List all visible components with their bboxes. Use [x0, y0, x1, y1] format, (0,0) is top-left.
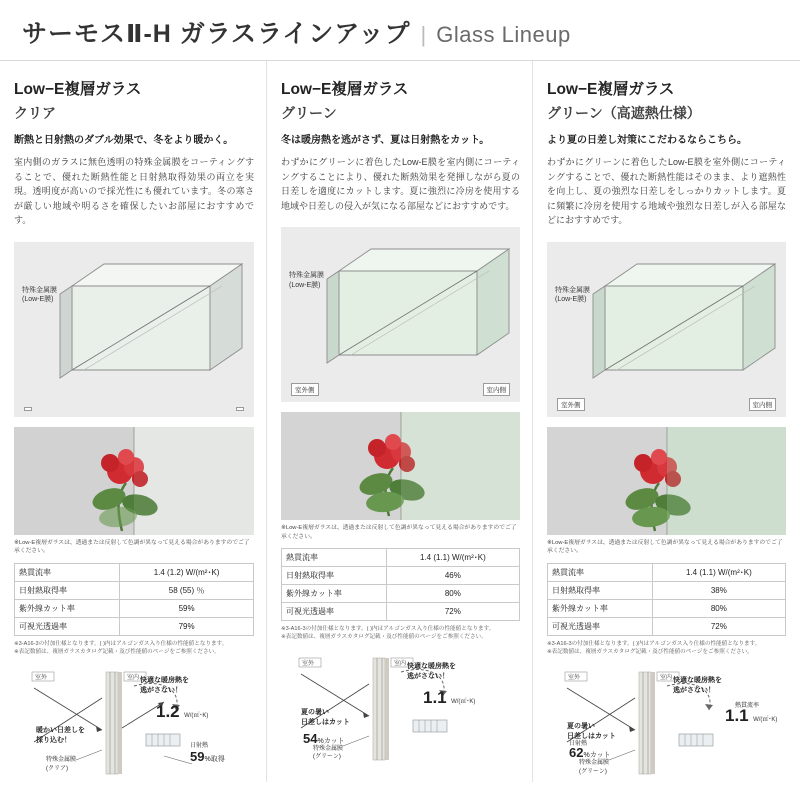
spec-key: 熱貫流率: [548, 563, 653, 581]
glass-callout-label: 特殊金属膜 (Low-E膜): [555, 286, 590, 304]
svg-text:室内: 室内: [660, 675, 673, 682]
perf-headline-2: 逃がさない！: [673, 687, 715, 695]
footnote: ※3-A16-3の付加仕様となります。( )内はアルゴンガス入り仕様の性能値となります。: [547, 640, 761, 647]
spec-value: 72%: [386, 603, 519, 621]
spec-value: 72%: [652, 617, 785, 635]
photo-note: ※Low-E複層ガラスは、透過または反射して色調が異なって見える場合がありますのでご了承ください。: [547, 539, 783, 555]
spec-key: 紫外線カット率: [548, 599, 653, 617]
photo-note: ※Low-E複層ガラスは、透過または反射して色調が異なって見える場合がありますのでご了承ください。: [281, 525, 517, 540]
column-heading-block: [547, 61, 786, 123]
product-name: Low−E複層ガラス: [281, 81, 409, 98]
performance-diagram: [281, 650, 520, 768]
spec-key: 可視光透過率: [548, 617, 653, 635]
spec-value: 1.4 (1.1) W/(m²･K): [652, 563, 785, 581]
footnote: ※表記数値は、複層ガラスカタログ記載・及び性能値のページをご参照ください。: [281, 634, 487, 641]
photo-note: ※Low-E複層ガラスは、透過または反射して色調が異なって見える場合がありますのでご了承ください。: [14, 539, 250, 555]
spec-value: 46%: [386, 567, 519, 585]
spec-value: 1.4 (1.1) W/(m²･K): [386, 549, 519, 567]
table-row: [282, 603, 520, 621]
glass-isometric-illustration: [14, 242, 254, 417]
product-name: Low−E複層ガラス: [547, 81, 675, 98]
solar-label: 日射熱: [190, 743, 209, 750]
svg-text:室外: 室外: [35, 675, 48, 682]
u-value: 1.2: [156, 702, 180, 722]
footnote: ※3-A16-3の付加仕様となります。( )内はアルゴンガス入り仕様の性能値となります。: [14, 640, 228, 647]
footnote: ※表記数値は、複層ガラスカタログ記載・及び性能値のページをご参照ください。: [14, 649, 220, 656]
footnote-block: [547, 640, 786, 657]
u-value-unit: W/(㎡･K): [451, 698, 476, 705]
spec-key: 日射熱取得率: [15, 581, 120, 599]
solar-suffix: %カット: [583, 752, 611, 760]
tag-outside: [24, 407, 32, 411]
solar-suffix: %カット: [317, 737, 345, 745]
spec-key: 紫外線カット率: [282, 585, 387, 603]
table-row: [548, 617, 786, 635]
spec-key: 可視光透過率: [282, 603, 387, 621]
u-value: 1.1: [423, 687, 447, 707]
svg-text:室内: 室内: [127, 675, 140, 682]
solar-value: 59: [190, 749, 205, 765]
title-separator: |: [420, 22, 427, 47]
product-name: Low−E複層ガラス: [14, 81, 142, 98]
svg-text:室外: 室外: [302, 660, 315, 667]
table-row: [282, 567, 520, 585]
perf-headline-2: 逃がさない！: [140, 687, 182, 695]
footnote: ※3-A16-3の付加仕様となります。( )内はアルゴンガス入り仕様の性能値となります。: [281, 626, 495, 633]
film-label-1: 特殊金属膜: [579, 760, 610, 767]
spec-key: 日射熱取得率: [548, 581, 653, 599]
product-description: わずかにグリーンに着色したLow-E膜を室内側にコーティングすることにより、優れた断熱効果を発揮しながら夏の日差しを適度にカットします。夏に強烈に冷房を使用する地域や日差しの侵入が気になる部屋などにおすすめです。: [281, 157, 520, 211]
product-variant: グリーン（高遮熱仕様）: [547, 105, 701, 121]
spec-value: 80%: [386, 585, 519, 603]
glass-isometric-illustration: [281, 227, 521, 402]
glass-isometric-illustration: [547, 242, 787, 417]
tag-outside: 室外側: [557, 398, 585, 411]
tag-inside: 室内側: [483, 383, 511, 396]
product-description: わずかにグリーンに着色したLow-E膜を室外側にコーティングすることで、優れた断熱性能はそのまま、より遮熱性を向上し、夏の強烈な日差しをしっかりカットします。夏に頻繁に冷房を使用する地域や強烈な日差しが入る部屋などにおすすめです。: [547, 157, 786, 226]
perf-headline-1: 快適な暖房熱を: [673, 677, 722, 685]
spec-table: [547, 563, 786, 636]
perf-sub-2: 日差しはカット: [567, 733, 616, 741]
u-value-unit: W/(㎡･K): [184, 713, 209, 720]
spec-value: 59%: [120, 599, 254, 617]
table-row: [548, 563, 786, 581]
footnote-block: [281, 625, 520, 642]
spec-table: [14, 563, 254, 636]
spec-value: 58 (55) ％: [120, 581, 254, 599]
solar-value: 54: [303, 730, 318, 746]
tag-outside: 室外側: [291, 383, 319, 396]
color-sample-photo: [14, 427, 254, 535]
perf-sub-1: 暖かい日差しを: [36, 727, 85, 735]
tag-inside: [236, 407, 244, 411]
page-title-english: Glass Lineup: [436, 22, 571, 47]
spec-value: 38%: [652, 581, 785, 599]
color-sample-photo: [547, 427, 786, 535]
color-sample-photo: [281, 412, 520, 520]
product-lead: より夏の日差し対策にこだわるならこちら。: [547, 135, 747, 146]
svg-text:室内: 室内: [394, 660, 407, 667]
flower-photo-illustration: [14, 427, 254, 535]
spec-key: 熱貫流率: [282, 549, 387, 567]
table-row: [282, 585, 520, 603]
product-lead: 冬は暖房熱を逃がさず、夏は日射熱をカット。: [281, 135, 490, 146]
perf-headline-1: 快適な暖房熱を: [140, 677, 189, 685]
spec-key: 紫外線カット率: [15, 599, 120, 617]
perf-sub-1: 夏の暑い: [567, 723, 595, 731]
film-label-2: (クリア): [46, 765, 68, 772]
film-label-1: 特殊金属膜: [46, 757, 77, 764]
table-row: [548, 599, 786, 617]
product-columns: [0, 61, 800, 782]
spec-value: 1.4 (1.2) W/(m²･K): [120, 563, 254, 581]
table-row: [282, 549, 520, 567]
performance-diagram: [14, 664, 254, 782]
perf-sub-2: 採り込む！: [36, 737, 71, 745]
flower-photo-illustration: [547, 427, 786, 535]
table-row: [15, 581, 254, 599]
spec-value: 79%: [120, 617, 254, 635]
glass-callout-label: 特殊金属膜 (Low-E膜): [22, 286, 57, 304]
performance-diagram: [547, 664, 786, 782]
flower-photo-illustration: [281, 412, 520, 520]
u-value-unit: W/(㎡･K): [753, 717, 778, 724]
glass-structure-diagram: [14, 242, 254, 417]
spec-key: 日射熱取得率: [282, 567, 387, 585]
glass-structure-diagram: [281, 227, 520, 402]
spec-key: 熱貫流率: [15, 563, 120, 581]
film-label-2: (グリーン): [313, 753, 341, 760]
svg-text:室外: 室外: [568, 675, 581, 682]
film-label-2: (グリーン): [579, 768, 607, 775]
perf-sub-2: 日差しはカット: [301, 718, 350, 726]
solar-suffix: %取得: [204, 756, 225, 764]
perf-sub-1: 夏の暑い: [301, 708, 329, 716]
product-lead: 断熱と日射熱のダブル効果で、冬をより暖かく。: [14, 135, 234, 146]
film-label-1: 特殊金属膜: [313, 745, 344, 752]
perf-headline-1: 快適な暖房熱を: [407, 662, 456, 670]
perf-headline-2: 逃がさない！: [407, 672, 449, 680]
product-variant: グリーン: [281, 105, 337, 121]
footnote: ※表記数値は、複層ガラスカタログ記載・及び性能値のページをご参照ください。: [547, 649, 753, 656]
table-row: [15, 563, 254, 581]
spec-table: [281, 548, 520, 621]
spec-key: 可視光透過率: [15, 617, 120, 635]
table-row: [15, 617, 254, 635]
product-column-green: [266, 61, 532, 782]
column-heading-block: [14, 61, 254, 123]
column-heading-block: [281, 61, 520, 123]
product-column-clear: [0, 61, 266, 782]
solar-label: 日射熱: [569, 741, 588, 748]
glass-structure-diagram: [547, 242, 786, 417]
product-column-green-high-shading: [532, 61, 798, 782]
solar-value: 62: [569, 745, 584, 761]
spec-value: 80%: [652, 599, 785, 617]
glass-callout-label: 特殊金属膜 (Low-E膜): [289, 272, 324, 289]
page-title: サーモスⅡ-H ガラスラインアップ: [22, 20, 411, 48]
tag-inside: 室内側: [749, 398, 777, 411]
perf-extra-label: 熱貫流率: [735, 703, 760, 710]
product-variant: クリア: [14, 105, 56, 121]
table-row: [548, 581, 786, 599]
page-header: [0, 0, 800, 61]
footnote-block: [14, 640, 254, 657]
table-row: [15, 599, 254, 617]
u-value: 1.1: [725, 706, 749, 726]
product-description: 室内側のガラスに無色透明の特殊金属膜をコーティングすることで、優れた断熱性能と日射熱取得効果の両立を実現。透明度が高いので採光性にも優れています。冬の寒さが厳しい地域や明るさを確保したいお部屋におすすめです。: [14, 157, 254, 226]
